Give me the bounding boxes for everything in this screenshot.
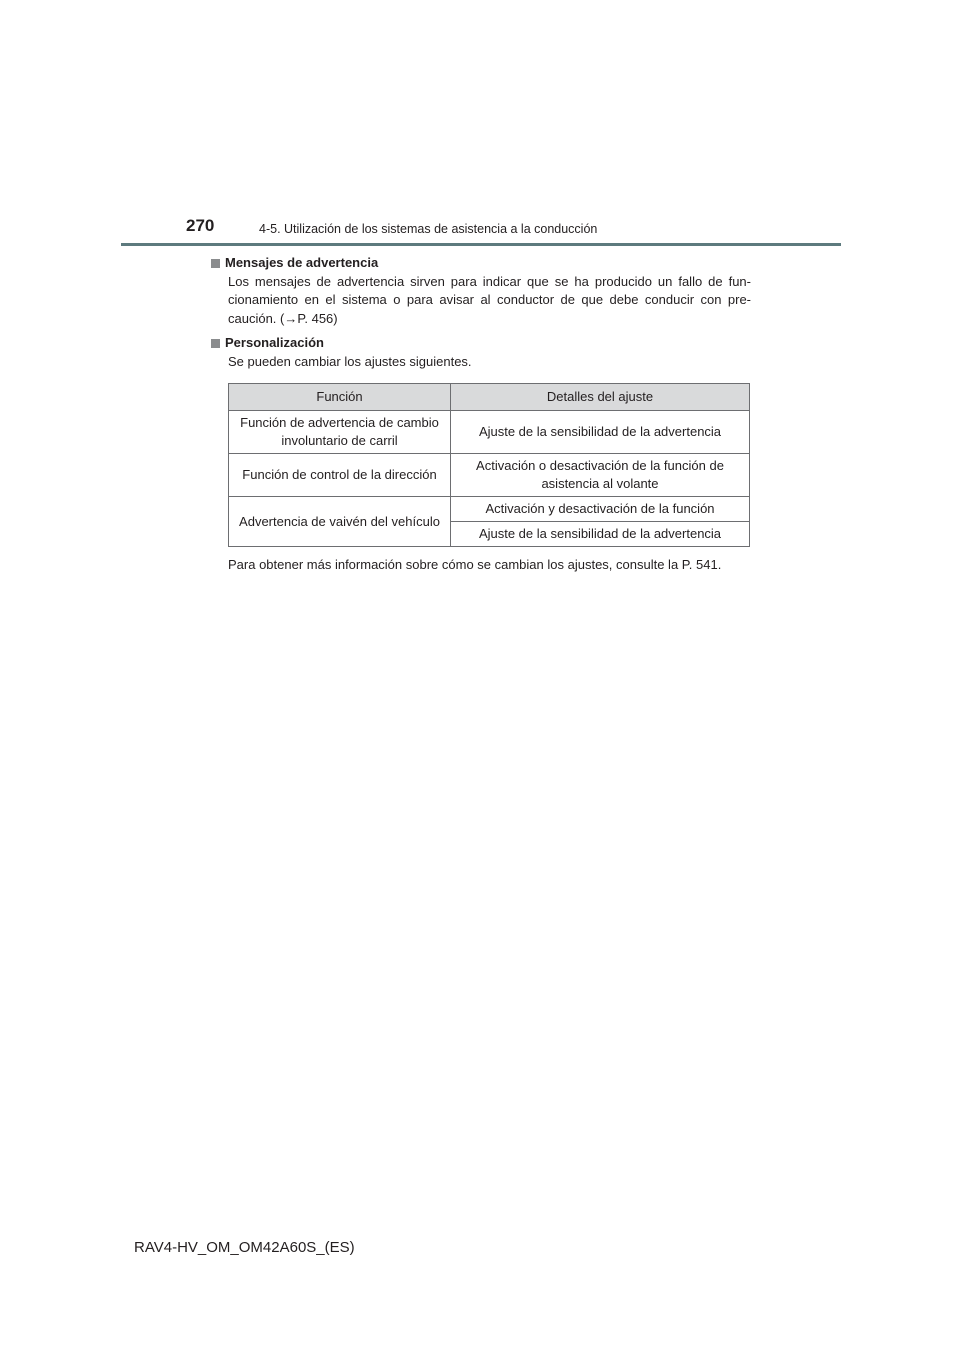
table-row [229, 454, 750, 497]
arrow-right-icon: → [284, 310, 298, 326]
warnings-text: Los mensajes de advertencia sirven para indicar que se ha producido un fallo de fun-cionamiento en el sistema o para avisar al conductor de que debe conducir con pre-caución. ( [228, 273, 751, 326]
table-header-row [229, 384, 750, 411]
table-cell-function: Advertencia de vaivén del vehículo [229, 497, 451, 547]
table-row [229, 411, 750, 454]
customization-heading-text: Personalización [225, 335, 324, 350]
table-header-function: Función [229, 384, 451, 411]
document-code: RAV4-HV_OM_OM42A60S_(ES) [134, 1239, 355, 1256]
table-cell-details: Activación o desactivación de la función de asistencia al volante [451, 454, 750, 497]
table-cell-details: Ajuste de la sensibilidad de la advertencia [451, 522, 750, 547]
table-cell-details: Activación y desactivación de la función [451, 497, 750, 522]
warnings-paragraph [211, 273, 751, 329]
table-cell-function: Función de control de la dirección [229, 454, 451, 497]
table-cell-details: Ajuste de la sensibilidad de la advertencia [451, 411, 750, 454]
customization-intro: Se pueden cambiar los ajustes siguientes. [228, 353, 472, 369]
warnings-heading [211, 254, 751, 273]
page-content [211, 254, 751, 581]
table-row [229, 497, 750, 522]
square-bullet-icon [211, 339, 220, 348]
table-cell-function: Función de advertencia de cambio involuntario de carril [229, 411, 451, 454]
warnings-heading-text: Mensajes de advertencia [225, 255, 379, 270]
header-rule [121, 243, 841, 246]
square-bullet-icon [211, 259, 220, 268]
warnings-section [211, 254, 751, 328]
customization-heading [211, 334, 751, 353]
page-reference-link[interactable]: P. 456) [297, 310, 338, 326]
section-title: 4-5. Utilización de los sistemas de asistencia a la conducción [259, 222, 598, 236]
customization-footer-note: Para obtener más información sobre cómo se cambian los ajustes, consulte la P. 541. [228, 557, 722, 572]
page-number: 270 [186, 216, 215, 235]
settings-table [228, 383, 750, 547]
table-header-details: Detalles del ajuste [451, 384, 750, 411]
customization-section [211, 334, 751, 575]
